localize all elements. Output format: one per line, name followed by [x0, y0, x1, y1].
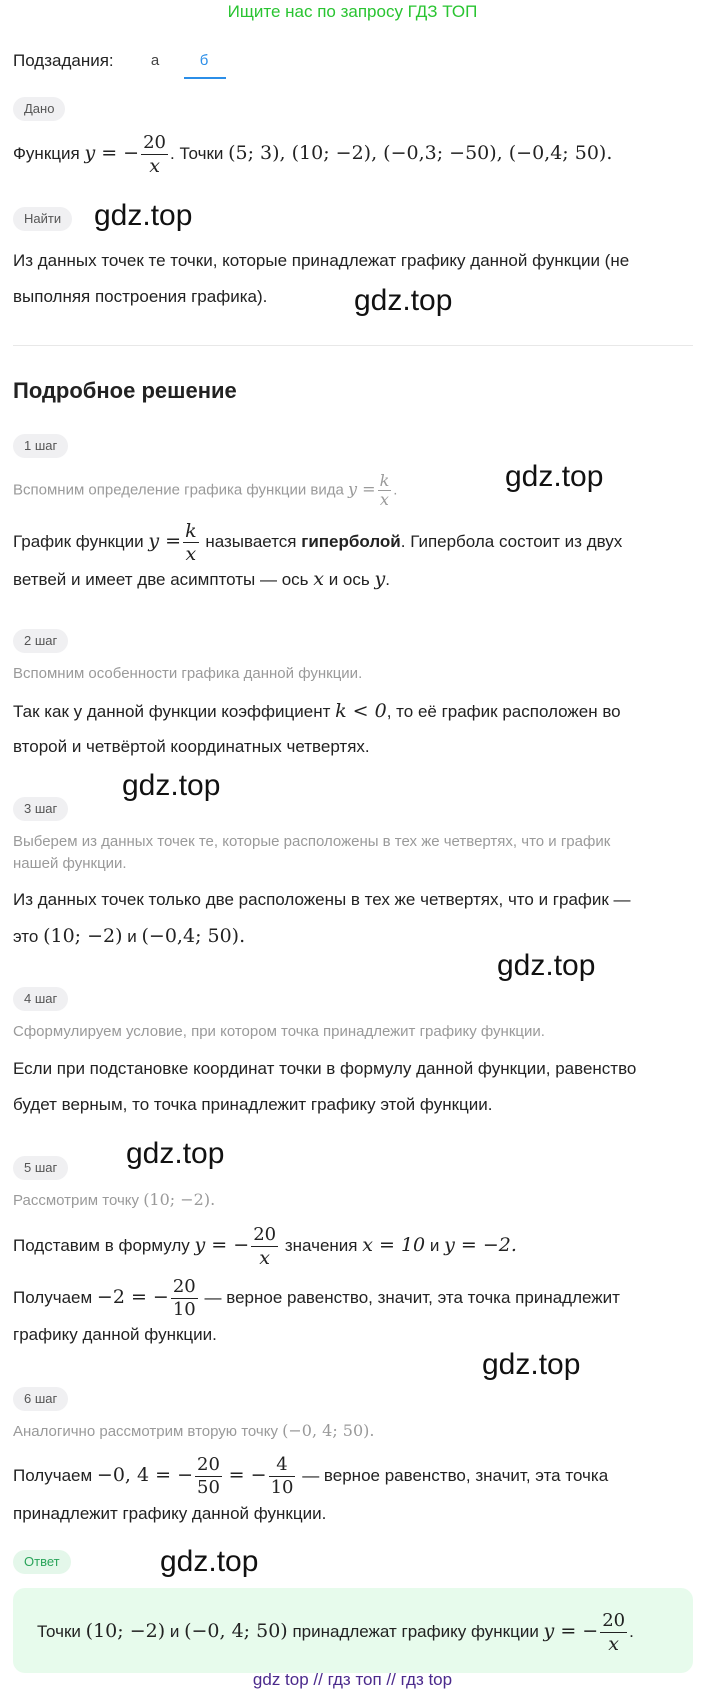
answer-text: Точки (10; −2) и (−0, 4; 50) принадлежат графику функции y = − $\frac{20}{x}$ . — [37, 1610, 634, 1655]
step-5-line2: Получаем −2 = − $\frac{20}{10}$ — верное равенство, значит, эта точка принадлежит — [13, 1276, 620, 1320]
step-3-chip: 3 шаг — [13, 797, 68, 821]
watermark: gdz.top — [497, 949, 596, 982]
step-2-line1: Так как у данной функции коэффициент k < 0, то её график расположен во — [13, 700, 621, 722]
given-chip: Дано — [13, 97, 65, 121]
step-5-line3: графику данной функции. — [13, 1325, 217, 1344]
tab-subtask-a[interactable]: а — [150, 52, 160, 69]
step-3-line1: Из данных точек только две расположены в тех же четвертях, что и график — — [13, 890, 631, 909]
footer-links[interactable]: gdz top // гдз топ // гдз top — [252, 1670, 453, 1689]
step-2-chip: 2 шаг — [13, 629, 68, 653]
watermark: gdz.top — [505, 460, 604, 493]
watermark: gdz.top — [126, 1137, 225, 1170]
watermark: gdz.top — [122, 769, 221, 802]
subtasks-label: Подзадания: — [13, 51, 114, 70]
step-6-line2: принадлежит графику данной функции. — [13, 1504, 327, 1523]
step-4-chip: 4 шаг — [13, 987, 68, 1011]
step-3-hint-line1: Выберем из данных точек те, которые расположены в тех же четвертях, что и график — [13, 833, 611, 850]
step-3-hint-line2: нашей функции. — [13, 855, 127, 872]
watermark: gdz.top — [94, 199, 193, 232]
step-4-line2: будет верным, то точка принадлежит графику этой функции. — [13, 1095, 493, 1114]
step-2-hint: Вспомним особенности графика данной функции. — [13, 665, 363, 682]
find-text-line1: Из данных точек те точки, которые принадлежат графику данной функции (не — [13, 251, 630, 270]
watermark: gdz.top — [160, 1545, 259, 1578]
tab-subtask-b[interactable]: б — [199, 52, 209, 69]
find-text-line2: выполняя построения графика). — [13, 287, 268, 306]
step-6-line1: Получаем −0, 4 = − $\frac{20}{50}$ = − $\frac{4}{10}$ — верное равенство, значит, эта точка — [13, 1454, 609, 1498]
active-tab-indicator — [184, 77, 226, 79]
step-4-hint: Сформулируем условие, при котором точка принадлежит графику функции. — [13, 1023, 545, 1040]
watermark: gdz.top — [354, 284, 453, 317]
step-2-line2: второй и четвёртой координатных четвертях. — [13, 737, 370, 756]
step-1-line1: График функции y = $\frac{k}{x}$ называется гиперболой. Гипербола состоит из двух — [13, 520, 623, 565]
promo-banner[interactable]: Ищите нас по запросу ГДЗ ТОП — [227, 2, 478, 21]
watermark: gdz.top — [482, 1348, 581, 1381]
given-text: Функция y = − $\frac{20}{x}$ . Точки (5; 3), (10; −2), (−0,3; −50), (−0,4; 50). — [13, 132, 613, 177]
step-1-line2: ветвей и имеет две асимптоты — ось x и ось y. — [13, 568, 390, 590]
step-4-line1: Если при подстановке координат точки в формулу данной функции, равенство — [13, 1059, 637, 1078]
step-1-chip: 1 шаг — [13, 434, 68, 458]
divider — [13, 345, 693, 346]
step-3-line2: это (10; −2) и (−0,4; 50). — [13, 925, 246, 947]
answer-chip: Ответ — [13, 1550, 71, 1574]
step-5-hint: Рассмотрим точку (10; −2). — [13, 1190, 216, 1209]
solution-heading: Подробное решение — [13, 378, 237, 403]
step-1-hint: Вспомним определение графика функции вида y = $\frac{k}{x}$ . — [13, 471, 398, 509]
find-chip: Найти — [13, 207, 72, 231]
step-5-chip: 5 шаг — [13, 1156, 68, 1180]
step-5-line1: Подставим в формулу y = − $\frac{20}{x}$ значения x = 10 и y = −2. — [13, 1224, 517, 1269]
step-6-chip: 6 шаг — [13, 1387, 68, 1411]
step-6-hint: Аналогично рассмотрим вторую точку (−0, 4; 50). — [13, 1421, 375, 1440]
